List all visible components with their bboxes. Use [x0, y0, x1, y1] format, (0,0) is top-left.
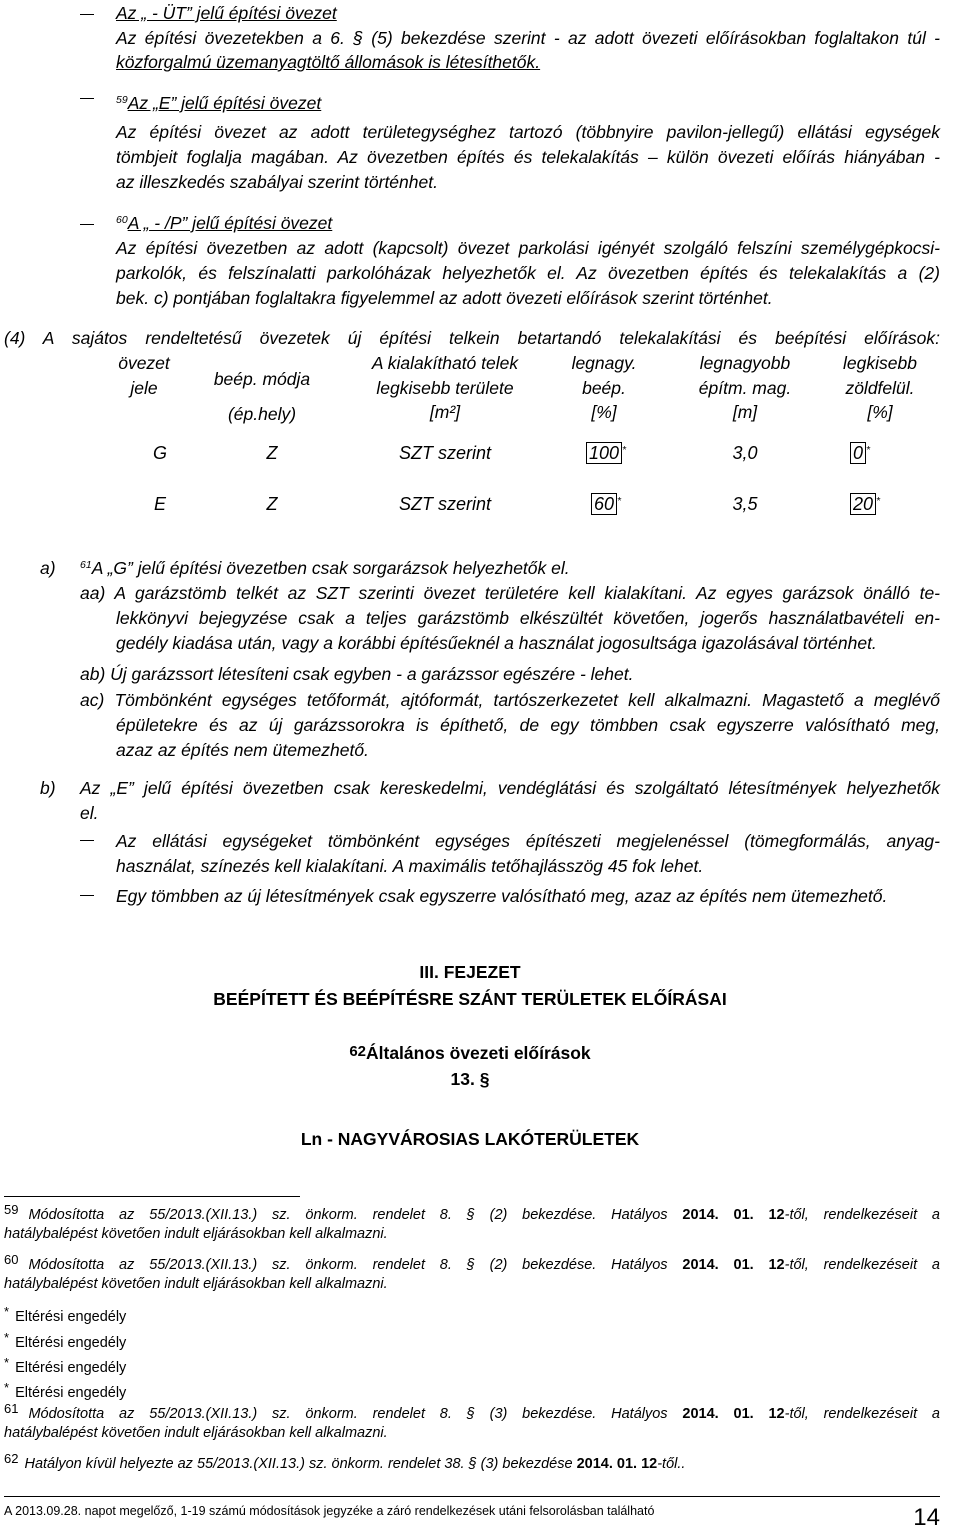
footnote-59: $^{59}$ Módosította az 55/2013.(XII.13.) sz. önkorm. rendelet 8. § (2) bekezdése. Hatályos 2014. 01. 12-től, rendelkezéseit a hatálybalépést követően indult eljárásokban kell alkalmazni.	[4, 1202, 940, 1242]
footer-separator	[4, 1496, 940, 1497]
footnote-ref: 60	[116, 214, 128, 226]
table-row	[0, 441, 960, 467]
item-ac-text: azaz az építés nem ütemezhető.	[116, 740, 369, 760]
ut-zone-text: közforgalmú üzemanyagtöltő állomások is létesíthetők.	[116, 52, 541, 72]
cell-zold: 20 *	[850, 492, 880, 516]
footnote-star: * Eltérési engedély	[4, 1355, 127, 1376]
item-label-a: a)	[40, 558, 56, 578]
cell-beep: 100 *	[586, 441, 626, 465]
item-aa-text: gedély kiadása után, vagy a korábbi építésűeknél a használat jogosultsága igazolásával történhet.	[116, 633, 877, 653]
cell-jel: G	[152, 443, 167, 463]
p-zone-title: $^{60}$A „ - /P” jelű építési övezet	[116, 213, 333, 233]
cell-zold: 0 *	[850, 441, 870, 465]
ut-zone-text: Az építési övezetekben a 6. § (5) bekezdése szerint - az adott övezeti előírásokban foglaltakon túl -	[116, 28, 940, 48]
cell-terulet: SZT szerint	[398, 443, 491, 463]
cell-terulet: SZT szerint	[398, 494, 491, 514]
item-b-dash-text: Egy tömbben az új létesítmények csak egyszerre valósítható meg, azaz az építés nem ütemezhető.	[116, 886, 888, 906]
table-header-zold: legkisebb zöldfelül. [%]	[843, 353, 917, 422]
list-dash	[80, 840, 94, 841]
footnote-ref: 59	[116, 94, 128, 106]
p-zone-text: parkolók, és felszínalatti parkolóházak helyezhetők el. Az övezetben építés és telekalakítás a (2)	[116, 263, 940, 283]
cell-beep: 60 *	[591, 492, 621, 516]
section-heading: (4) A sajátos rendeltetésű övezetek új építési telkein betartandó telekalakítási és beépítési előírások:	[4, 328, 940, 348]
chapter-subtitle: 62Általános övezeti előírások	[349, 1043, 591, 1063]
item-b-text: Az „E” jelű építési övezetben csak kereskedelmi, vendéglátási és szolgáltató létesítmények helyezhetők	[80, 778, 940, 798]
footnote-62: $^{62}$ Hatályon kívül helyezte az 55/2013.(XII.13.) sz. önkorm. rendelet 38. § (3) bekezdése 2014. 01. 12-től..	[4, 1451, 686, 1472]
list-dash	[80, 14, 94, 15]
e-zone-text: tömbjeit foglalja magában. Az övezetben építés és telekalakítás – külön övezeti előírás hiányában -	[116, 147, 940, 167]
e-zone-text: az illeszkedés szabályai szerint történhet.	[116, 172, 438, 192]
footnote-star: * Eltérési engedély	[4, 1380, 127, 1401]
item-b-dash-text: használat, színezés kell kialakítani. A maximális tetőhajlásszög 45 fok lehet.	[116, 856, 704, 876]
table-header-beep: legnagy. beép. [%]	[571, 353, 637, 422]
item-ac-text: ac) Tömbönként egységes tetőformát, ajtóformát, tartószerkezetet kell alkalmazni. Magastető a meglévő	[80, 690, 940, 710]
page-number: 14	[913, 1504, 940, 1531]
item-label-b: b)	[40, 778, 56, 798]
list-dash	[80, 895, 94, 896]
table-header-jel: övezet jele	[118, 353, 170, 398]
p-zone-text: Az építési övezetben az adott (kapcsolt) övezet parkolási igényét szolgáló felszíni személygépkocsi-	[116, 238, 940, 258]
footnote-star: * Eltérési engedély	[4, 1330, 127, 1351]
table-row	[0, 492, 960, 518]
zone-heading: Ln - NAGYVÁROSIAS LAKÓTERÜLETEK	[300, 1129, 640, 1149]
item-b-dash-text: Az ellátási egységeket tömbönként egységes építészeti megjelenéssel (tömegformálás, anyag-	[116, 831, 940, 851]
chapter-title: BEÉPÍTETT ÉS BEÉPÍTÉSRE SZÁNT TERÜLETEK ELŐÍRÁSAI	[213, 989, 727, 1009]
list-dash	[80, 98, 94, 99]
item-ac-text: épületekre és az új garázssorokra is építhető, de egy tömbben csak egyszerre valósítható meg,	[116, 715, 940, 735]
table-header-terulet: A kialakítható telek legkisebb területe [m²]	[371, 353, 519, 422]
ut-zone-title: Az „ - ÜT” jelű építési övezet	[116, 3, 337, 23]
e-zone-text: Az építési övezet az adott területegységhez tartozó (többnyire pavilon-jellegű) ellátási egységek	[116, 122, 940, 142]
item-a-text: $^{61}$A „G” jelű építési övezetben csak sorgarázsok helyezhetők el.	[80, 558, 570, 578]
item-aa-text: lekkönyvi bejegyzése csak a teljes garázstömb elkészültét követően, jogerős használatbavételi en-	[116, 608, 940, 628]
footnote-60: $^{60}$ Módosította az 55/2013.(XII.13.) sz. önkorm. rendelet 8. § (2) bekezdése. Hatályos 2014. 01. 12-től, rendelkezéseit a hatálybalépést követően indult eljárásokban kell alkalmazni.	[4, 1252, 940, 1292]
chapter-number: III. FEJEZET	[419, 962, 521, 982]
cell-mod: Z	[266, 443, 278, 463]
item-ab-text: ab) Új garázssort létesíteni csak egyben - a garázssor egészére - lehet.	[80, 664, 634, 684]
cell-mag: 3,5	[732, 494, 758, 514]
cell-mag: 3,0	[732, 443, 758, 463]
cell-mod: Z	[266, 494, 278, 514]
e-zone-title: $^{59}$Az „E” jelű építési övezet	[116, 93, 322, 113]
item-b-text: el.	[80, 803, 99, 823]
footnote-star: * Eltérési engedély	[4, 1304, 127, 1325]
item-aa-text: aa) A garázstömb telkét az SZT szerinti övezet területére kell kialakítani. Az egyes garázsok önálló te-	[80, 583, 940, 603]
footer-note: A 2013.09.28. napot megelőző, 1-19 számú módosítások jegyzéke a záró rendelkezések utáni felsorolásban található	[4, 1504, 655, 1518]
cell-jel: E	[153, 494, 166, 514]
footnote-separator	[4, 1196, 300, 1197]
p-zone-text: bek. c) pontjában foglaltakra figyelemmel az adott övezeti előírások szerint történhet.	[116, 288, 773, 308]
paragraph-number: 13. §	[450, 1069, 490, 1089]
table-header-mod: beép. módja (ép.hely)	[213, 369, 311, 424]
table-header-mag: legnagyobb építm. mag. [m]	[698, 353, 792, 422]
footnote-61: $^{61}$ Módosította az 55/2013.(XII.13.) sz. önkorm. rendelet 8. § (3) bekezdése. Hatályos 2014. 01. 12-től, rendelkezéseit a hatálybalépést követően indult eljárásokban kell alkalmazni.	[4, 1401, 940, 1441]
list-dash	[80, 224, 94, 225]
